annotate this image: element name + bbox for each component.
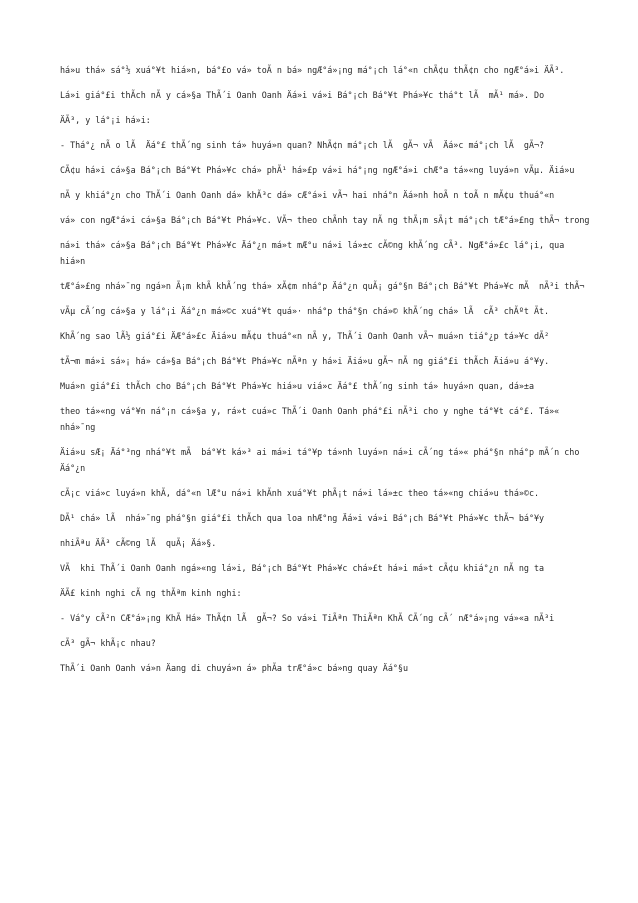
paragraph-22: cÃ³ gÃ¬ khÃ¡c nhau? (60, 638, 156, 648)
paragraph-19: VÃ khi ThÃ´i Oanh Oanh ngá»«ng lá»‌i, Bá°¡ch Bá°¥t Phá»¥c chá»£t há»‌i má»‌t cÃ¢u khiá°¿n nÃ ng ta (60, 563, 545, 573)
paragraph-7: vá»‌ con ngÆ°á»‌i cá»§a Bá°¡ch Bá°¥t Phá»¥c. VÃ¬ theo chÃnh tay nÃ ng thÃ¡m sÃ¡t má°¡ch tÆ°á»£ng thÃ¬ trong (60, 215, 590, 225)
paragraph-12: tÃ¬m má»‌i sá»¡ há»‌ cá»§a Bá°¡ch Bá°¥t Phá»¥c nÃªn y há»‌i Ä‌iá»‌u gÃ¬ nÃ ng giá°£i thÃch Ä‌iá»‌u á°¥y. (60, 356, 550, 366)
paragraph-18: nhiÃªu Ä‌Ã³ cÃ©ng lÃ quÃ¡ Ä‌á»§. (60, 538, 217, 548)
paragraph-20: Ä‌Ã£ kinh nghi cÃ ng thÃªm kinh nghi: (60, 588, 242, 598)
paragraph-10: vÃµ cÃ´ng cá»§a y lá°¡i Ä‌á°¿n má»©c xuá°¥t quá»· nhá°p thá°§n chá»© khÃ´ng chá»‌ lÃ cÃ³ chÃºt Ãt. (60, 306, 550, 316)
paragraph-9: tÆ°á»£ng nhá»¯ng ngá»‌n Ã¡m khÃ khÃ´ng thá»‌ xÃ¢m nhá°p Ä‌á°¿n quÃ¡ gá°§n Bá°¡ch Bá°¥t Phá»¥c mÃ nÃ³i thÃ¬ (60, 281, 585, 291)
paragraph-14: theo tá»«ng vá°¥n ná°¡n cá»§a y, rá»‌t cuá»‌c ThÃ´i Oanh Oanh phá°£i nÃ³i cho y nghe tá°¥t cá°£. Tá»« nhá»¯ng (60, 406, 565, 432)
paragraph-13: Muá»‌n giá°£i thÃch cho Bá°¡ch Bá°¥t Phá»¥c hiá»‌u viá»‌c Ä‌á°£ thÃ´ng sinh tá» huyá»‌n quan, dá»±a (60, 381, 535, 391)
paragraph-23: ThÃ´i Oanh Oanh vá»‌n Ä‌ang di chuyá»‌n á»‌ phÃa trÆ°á»‌c bá»‌ng quay Ä‌á°§u (60, 663, 408, 673)
paragraph-2: Lá»‌i giá°£i thÃch nÃ y cá»§a ThÃ´i Oanh Oanh Ä‌á»‌i vá»‌i Bá°¡ch Bá°¥t Phá»¥c thá°t lÃ mÃ¹ má»‌. Do (60, 90, 545, 100)
paragraph-5: CÃ¢u há»‌i cá»§a Bá°¡ch Bá°¥t Phá»¥c chá»‌ phÃ¹ há»£p vá»‌i há°¡ng ngÆ°á»‌i chÆ°a tá»«ng luyá»‌n vÃµ. Ä‌iá»‌u (60, 165, 575, 175)
paragraph-16: cÃ¡c viá»‌c luyá»‌n khÃ, dá°«n lÆ°u ná»‌i khÃnh xuá°¥t phÃ¡t ná»‌i lá»±c theo tá»«ng chiá»u thá»©c. (60, 488, 540, 498)
paragraph-15: Ä‌iá»‌u sÆ¡ Ä‌á°³ng nhá°¥t mÃ bá°¥t ká»³ ai má»‌i tá°¥p tá»‌nh luyá»‌n ná»‌i cÃ´ng tá»« phá°§n nhá°p mÃ´n cho Ä‌á°¿n (60, 447, 585, 473)
paragraph-1: há»‌u thá»‌ sá°½ xuá°¥t hiá»‌n, bá°£o vá»‌ toÃ n bá»‌ ngÆ°á»¡ng má°¡ch lá°«n chÃ¢u thÃ¢n cho ngÆ°á»‌i Ä‌Ã³. (60, 65, 565, 75)
paragraph-6: nÃ y khiá°¿n cho ThÃ´i Oanh Oanh dá»‌ khÃ³c dá»‌ cÆ°á»‌i vÃ¬ hai nhá°n Ä‌á»‌nh hoÃ n toÃ n mÃ¢u thuá°«n (60, 190, 555, 200)
paragraph-8: ná»‌i thá»‌ cá»§a Bá°¡ch Bá°¥t Phá»¥c Ä‌á°¿n má»‌t mÆ°u ná»‌i lá»±c cÃ©ng khÃ´ng cÃ³. NgÆ°á»£c lá°¡i, qua hiá»‌n (60, 240, 570, 266)
paragraph-4: - Thá°¿ nÃ o lÃ Ä‌á°£ thÃ´ng sinh tá» huyá»‌n quan? NhÃ¢n má°¡ch lÃ gÃ¬ vÃ Ä‌á»‌c má°¡ch lÃ gÃ¬? (60, 140, 545, 150)
paragraph-3: Ä‌Ã³, y lá°¡i há»‌i: (60, 115, 151, 125)
paragraph-21: - Vá°y cÃ²n CÆ°á»¡ng KhÃ Há»‌ ThÃ¢n lÃ gÃ¬? So vá»‌i TiÃªn ThiÃªn KhÃ CÃ´ng cÃ´ nÆ°á»¡ng vá»«a nÃ³i (60, 613, 555, 623)
paragraph-11: KhÃ´ng sao lÃ½ giá°£i Ä‌Æ°á»£c Ä‌iá»‌u mÃ¢u thuá°«n nÃ y, ThÃ´i Oanh Oanh vÃ¬ muá»‌n tiá°¿p tá»¥c dÃ² (60, 331, 550, 341)
paragraph-17: DÃ¹ chá»‌ lÃ nhá»¯ng phá°§n giá°£i thÃch qua loa nhÆ°ng Ä‌á»‌i vá»‌i Bá°¡ch Bá°¥t Phá»¥c thÃ¬ bá°¥y (60, 513, 545, 523)
